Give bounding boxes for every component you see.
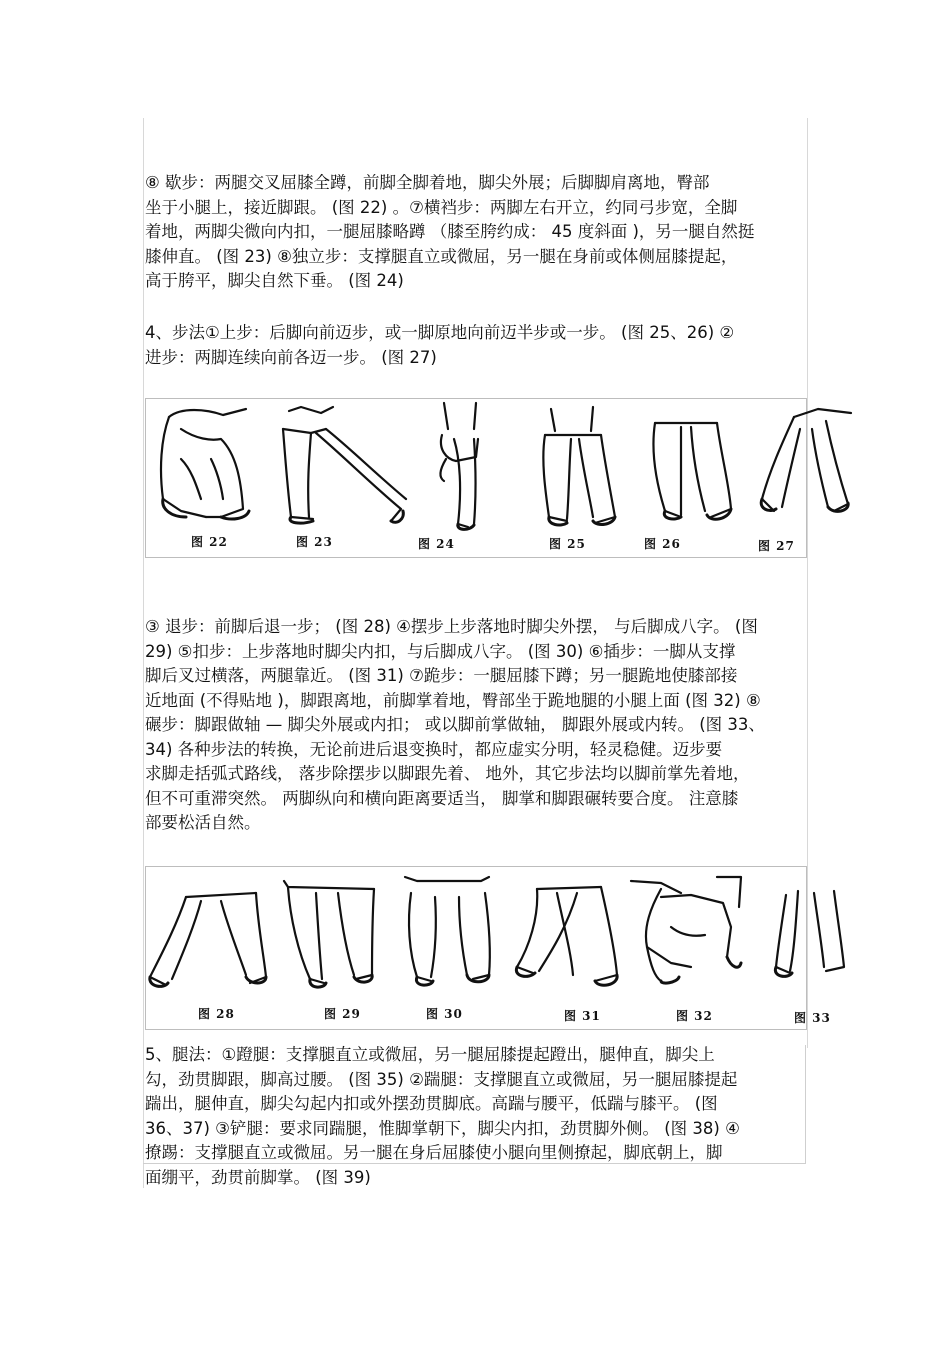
- paragraph-steps: [145, 321, 807, 370]
- text-line: 踹出，腿伸直，脚尖勾起内扣或外摆劲贯脚底。高踹与腰平，低踹与膝平。 (图: [145, 1094, 718, 1113]
- text-line: 勾，劲贯脚跟，脚高过腰。 (图 35) ②踹腿：支撑腿直立或微屈，另一腿屈膝提起: [145, 1069, 738, 1089]
- figure-29: [276, 867, 386, 992]
- text-line: 34) 各种步法的转换，无论前进后退变换时，都应虚实分明，轻灵稳健。迈步要: [145, 739, 723, 759]
- figure-27: [756, 399, 851, 534]
- figure-22: [151, 399, 256, 529]
- text-line: 进步：两脚连续向前各迈一步。 (图 27): [145, 347, 437, 367]
- text-line: 坐于小腿上，接近脚跟。 (图 22) 。⑦横裆步：两脚左右开立，约同弓步宽，全脚: [145, 197, 738, 217]
- figure-strip-1: [145, 398, 807, 558]
- text-line: 4、步法①上步：后脚向前迈步，或一脚原地向前迈半步或一步。 (图 25、26) ②: [145, 323, 735, 342]
- figure-26: [641, 399, 736, 534]
- caption-fig-28: 图 28: [198, 1007, 235, 1021]
- text-line: 膝伸直。 (图 23) ⑧独立步：支撑腿直立或微屈，另一腿在身前或体侧屈膝提起，: [145, 246, 738, 266]
- caption-fig-33: 图 33: [794, 1011, 831, 1025]
- text-line: 36、37) ③铲腿：要求同踹腿，惟脚掌朝下，脚尖内扣，劲贯脚外侧。 (图 38) ④: [145, 1118, 740, 1138]
- paragraph-step-methods: [145, 615, 807, 836]
- text-line: 面绷平，劲贯前脚掌。 (图 39): [145, 1167, 371, 1187]
- text-line: 29) ⑤扣步：上步落地时脚尖内扣，与后脚成八字。 (图 30) ⑥插步：一脚从支撑: [145, 641, 736, 661]
- figure-33: [768, 867, 848, 992]
- text-line: 高于胯平，脚尖自然下垂。 (图 24): [145, 271, 404, 290]
- text-line: 脚后叉过横落，两腿靠近。 (图 31) ⑦跪步：一腿屈膝下蹲；另一腿跪地使膝部接: [145, 666, 738, 685]
- figure-30: [401, 867, 496, 992]
- figure-23: [271, 399, 411, 529]
- text-line: 5、腿法：①蹬腿：支撑腿直立或微屈，另一腿屈膝提起蹬出，腿伸直，脚尖上: [145, 1045, 715, 1064]
- text-line: 近地面 (不得贴地 )，脚跟离地，前脚掌着地，臀部坐于跪地腿的小腿上面 (图 32) ⑧: [145, 690, 761, 710]
- text-line: 但不可重滞突然。 两脚纵向和横向距离要适当， 脚掌和脚跟碾转要合度。 注意膝: [145, 788, 739, 808]
- caption-fig-31: 图 31: [564, 1009, 601, 1023]
- caption-fig-27: 图 27: [758, 539, 795, 553]
- caption-fig-25: 图 25: [549, 537, 586, 551]
- figure-25: [531, 399, 621, 534]
- paragraph-leg-methods: [145, 1043, 807, 1190]
- text-line: 部要松活自然。: [145, 813, 261, 832]
- caption-fig-22: 图 22: [191, 535, 228, 549]
- caption-fig-24: 图 24: [418, 537, 455, 551]
- caption-fig-26: 图 26: [644, 537, 681, 551]
- text-line: 着地，两脚尖微向内扣，一腿屈膝略蹲 （膝至胯约成： 45 度斜面 )，另一腿自然挺: [145, 222, 755, 241]
- caption-fig-32: 图 32: [676, 1009, 713, 1023]
- caption-fig-23: 图 23: [296, 535, 333, 549]
- figure-28: [146, 867, 271, 992]
- caption-fig-29: 图 29: [324, 1007, 361, 1021]
- page-border-left: [143, 118, 144, 1188]
- figure-31: [511, 867, 626, 992]
- paragraph-stances: [145, 171, 807, 294]
- text-line: 碾步：脚跟做轴 — 脚尖外展或内扣； 或以脚前掌做轴， 脚跟外展或内转。 (图 33、: [145, 715, 765, 734]
- caption-fig-30: 图 30: [426, 1007, 463, 1021]
- text-line: ⑧ 歇步：两腿交叉屈膝全蹲，前脚全脚着地，脚尖外展；后脚脚肩离地，臀部: [145, 173, 710, 192]
- figure-strip-2: [145, 866, 831, 1030]
- text-line: ③ 退步：前脚后退一步； (图 28) ④摆步上步落地时脚尖外摆， 与后脚成八字。 (图: [145, 617, 758, 636]
- text-line: 求脚走括弧式路线， 落步除摆步以脚跟先着、 地外，其它步法均以脚前掌先着地，: [145, 764, 750, 783]
- figure-24: [426, 399, 506, 534]
- text-line: 撩踢：支撑腿直立或微屈。另一腿在身后屈膝使小腿向里侧撩起，脚底朝上，脚: [145, 1143, 723, 1162]
- figure-32: [631, 867, 746, 992]
